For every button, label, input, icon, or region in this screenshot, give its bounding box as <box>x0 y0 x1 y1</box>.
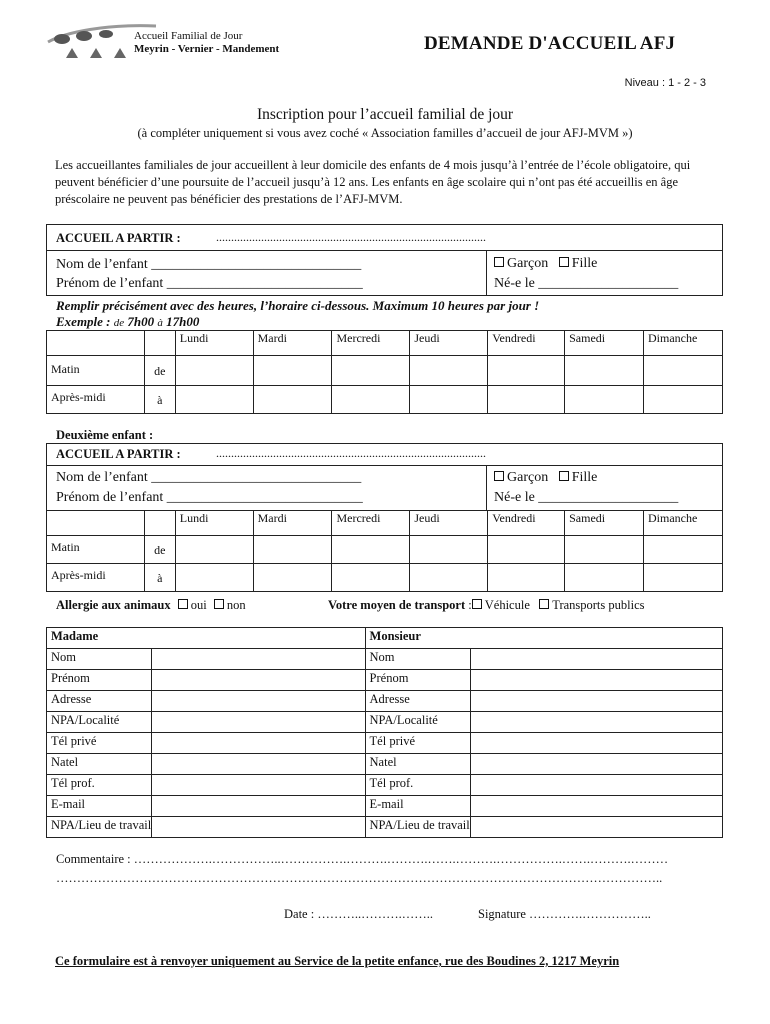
niveau-label: Niveau : 1 - 2 - 3 <box>624 77 706 89</box>
cell-input[interactable] <box>175 356 253 386</box>
child1-gender <box>494 256 597 272</box>
madame-tel-prof-input[interactable] <box>152 775 365 796</box>
allergy-non-checkbox[interactable] <box>214 599 224 609</box>
monsieur-tel-prive-label: Tél privé <box>365 733 470 754</box>
row-matin-de: de <box>144 356 175 386</box>
cell-input[interactable] <box>253 386 332 414</box>
madame-tel-prof-label: Tél prof. <box>47 775 152 796</box>
monsieur-prenom-label: Prénom <box>365 670 470 691</box>
child2-fille-label: Fille <box>571 470 598 485</box>
monsieur-tel-prof-input[interactable] <box>470 775 722 796</box>
cell-input[interactable] <box>488 564 565 592</box>
child2-accueil-date[interactable]: .......................................................................................... <box>216 446 486 460</box>
vehicule-checkbox[interactable] <box>472 599 482 609</box>
madame-natel-input[interactable] <box>152 754 365 775</box>
monsieur-prenom-input[interactable] <box>470 670 722 691</box>
cell-input[interactable] <box>565 356 644 386</box>
madame-lieu-travail-label: NPA/Lieu de travail <box>47 817 152 838</box>
cell-input[interactable] <box>332 356 410 386</box>
cell-input[interactable] <box>175 564 253 592</box>
document-title: DEMANDE D'ACCUEIL AFJ <box>424 33 676 54</box>
cell-input[interactable] <box>175 386 253 414</box>
madame-prenom-input[interactable] <box>152 670 365 691</box>
allergy-oui-checkbox[interactable] <box>178 599 188 609</box>
row-apres-midi: Après-midi <box>47 564 145 592</box>
monsieur-header: Monsieur <box>365 628 722 649</box>
monsieur-natel-input[interactable] <box>470 754 722 775</box>
cell-input[interactable] <box>410 564 488 592</box>
organization-name <box>134 30 279 56</box>
madame-adresse-input[interactable] <box>152 691 365 712</box>
madame-header: Madame <box>47 628 366 649</box>
child2-gender <box>494 470 597 486</box>
allergy-non-label: non <box>226 598 246 612</box>
monsieur-natel-label: Natel <box>365 754 470 775</box>
day-dimanche: Dimanche <box>644 331 723 356</box>
monsieur-nom-label: Nom <box>365 649 470 670</box>
madame-tel-prive-label: Tél privé <box>47 733 152 754</box>
child1-prenom-field[interactable]: Prénom de l’enfant ____________________________ <box>56 276 363 291</box>
org-line-2: Meyrin - Vernier - Mandement <box>134 43 280 55</box>
day-lundi: Lundi <box>175 511 253 536</box>
cell-input[interactable] <box>644 386 723 414</box>
day-vendredi: Vendredi <box>488 331 565 356</box>
signature-field[interactable]: Signature ………….…………….. <box>478 907 651 921</box>
org-line-1: Accueil Familial de Jour <box>134 30 243 42</box>
cell-input[interactable] <box>253 356 332 386</box>
madame-lieu-travail-input[interactable] <box>152 817 365 838</box>
monsieur-email-label: E-mail <box>365 796 470 817</box>
form-subtitle: Inscription pour l’accueil familial de jour <box>256 106 514 123</box>
day-dimanche: Dimanche <box>644 511 723 536</box>
cell-input[interactable] <box>410 356 488 386</box>
transports-publics-checkbox[interactable] <box>539 599 549 609</box>
day-jeudi: Jeudi <box>410 511 488 536</box>
child1-garcon-label: Garçon <box>507 256 549 271</box>
child2-prenom-field[interactable]: Prénom de l’enfant ____________________________ <box>56 490 363 505</box>
madame-npa-input[interactable] <box>152 712 365 733</box>
monsieur-npa-input[interactable] <box>470 712 722 733</box>
cell-input[interactable] <box>488 386 565 414</box>
child2-garcon-checkbox[interactable] <box>494 471 504 481</box>
cell-input[interactable] <box>488 536 565 564</box>
child2-garcon-label: Garçon <box>507 470 549 485</box>
footer-notice: Ce formulaire est à renvoyer uniquement au Service de la petite enfance, rue des Boudines 2, 1217 Meyrin <box>55 954 620 968</box>
row-matin: Matin <box>47 356 145 386</box>
allergy-label: Allergie aux animaux <box>56 598 171 612</box>
day-vendredi: Vendredi <box>488 511 565 536</box>
cell-input[interactable] <box>253 536 332 564</box>
monsieur-npa-label: NPA/Localité <box>365 712 470 733</box>
child1-garcon-checkbox[interactable] <box>494 257 504 267</box>
child1-fille-checkbox[interactable] <box>559 257 569 267</box>
child1-fille-label: Fille <box>571 256 598 271</box>
cell-input[interactable] <box>332 564 410 592</box>
commentaire-line2[interactable]: ……………………………………………………………………………………………………………………………….. <box>56 871 663 885</box>
instructions-line1: Remplir précisément avec des heures, l’horaire ci-dessous. Maximum 10 heures par jour ! <box>56 298 540 313</box>
monsieur-tel-prive-input[interactable] <box>470 733 722 754</box>
child1-accueil-label: ACCUEIL A PARTIR : <box>56 231 181 245</box>
cell-input[interactable] <box>644 564 723 592</box>
madame-npa-label: NPA/Localité <box>47 712 152 733</box>
day-mardi: Mardi <box>253 511 332 536</box>
cell-input[interactable] <box>410 386 488 414</box>
madame-natel-label: Natel <box>47 754 152 775</box>
example-to: 17h00 <box>166 314 200 329</box>
schedule-table-1 <box>46 330 723 414</box>
monsieur-adresse-label: Adresse <box>365 691 470 712</box>
madame-nom-input[interactable] <box>152 649 365 670</box>
madame-tel-prive-input[interactable] <box>152 733 365 754</box>
date-field[interactable]: Date : ………..……….…….. <box>284 907 433 921</box>
allergy-oui-label: oui <box>190 598 207 612</box>
transport-label: Votre moyen de transport <box>328 598 466 612</box>
example-from: 7h00 <box>127 314 155 329</box>
monsieur-adresse-input[interactable] <box>470 691 722 712</box>
transports-publics-label: Transports publics <box>552 598 645 612</box>
day-samedi: Samedi <box>565 511 644 536</box>
child2-heading: Deuxième enfant : <box>56 428 154 442</box>
cell-input[interactable] <box>332 536 410 564</box>
day-samedi: Samedi <box>565 331 644 356</box>
transport-colon: : <box>468 598 472 612</box>
child2-fille-checkbox[interactable] <box>559 471 569 481</box>
allergy-row <box>56 598 246 613</box>
child2-accueil-label: ACCUEIL A PARTIR : <box>56 447 181 461</box>
transport-row <box>328 598 645 613</box>
row-apres-midi-a: à <box>144 564 175 592</box>
child2-birthdate-field[interactable]: Né-e le ____________________ <box>494 490 679 505</box>
day-lundi: Lundi <box>175 331 253 356</box>
schedule-table-2 <box>46 510 723 592</box>
day-mercredi: Mercredi <box>332 511 410 536</box>
madame-email-input[interactable] <box>152 796 365 817</box>
monsieur-tel-prof-label: Tél prof. <box>365 775 470 796</box>
day-mardi: Mardi <box>253 331 332 356</box>
row-matin: Matin <box>47 536 145 564</box>
intro-paragraph: Les accueillantes familiales de jour accueillent à leur domicile des enfants de 4 mois jusqu’à l’entrée de l’école obligatoire, qui peuvent bénéficier d’une poursuite de l’accueil jusqu’à 12 ans. Les enfants en âge scolaire qui n’ont pas été accueillis en âge préscolaire ne peuvent pas bénéficier des prestations de l’AFJ-MVM. <box>55 158 691 206</box>
vehicule-label: Véhicule <box>484 598 530 612</box>
monsieur-lieu-travail-label: NPA/Lieu de travail <box>365 817 470 838</box>
day-mercredi: Mercredi <box>332 331 410 356</box>
commentaire-field[interactable]: Commentaire : ……………….……………..…………….……….……….…….……….…………….…….……….……… <box>56 852 669 866</box>
instructions-example <box>56 314 199 330</box>
day-jeudi: Jeudi <box>410 331 488 356</box>
monsieur-email-input[interactable] <box>470 796 722 817</box>
cell-input[interactable] <box>488 356 565 386</box>
example-prefix: Exemple : <box>56 314 111 329</box>
madame-adresse-label: Adresse <box>47 691 152 712</box>
madame-email-label: E-mail <box>47 796 152 817</box>
cell-input[interactable] <box>565 564 644 592</box>
monsieur-nom-input[interactable] <box>470 649 722 670</box>
cell-input[interactable] <box>565 536 644 564</box>
child1-accueil-date[interactable]: .......................................................................................... <box>216 230 486 244</box>
cell-input[interactable] <box>644 356 723 386</box>
madame-prenom-label: Prénom <box>47 670 152 691</box>
row-apres-midi-a: à <box>144 386 175 414</box>
cell-input[interactable] <box>175 536 253 564</box>
cell-input[interactable] <box>410 536 488 564</box>
example-a: à <box>157 317 163 329</box>
child1-nom-field[interactable]: Nom de l’enfant ______________________________ <box>56 257 362 272</box>
monsieur-lieu-travail-input[interactable] <box>470 817 722 838</box>
child1-birthdate-field[interactable]: Né-e le ____________________ <box>494 276 679 291</box>
cell-input[interactable] <box>565 386 644 414</box>
row-matin-de: de <box>144 536 175 564</box>
row-apres-midi: Après-midi <box>47 386 145 414</box>
cell-input[interactable] <box>253 564 332 592</box>
cell-input[interactable] <box>644 536 723 564</box>
example-de: de <box>113 317 125 329</box>
form-subnote: (à compléter uniquement si vous avez coché « Association familles d’accueil de jour AFJ-MVM ») <box>137 126 633 140</box>
parents-table <box>46 627 723 838</box>
cell-input[interactable] <box>332 386 410 414</box>
madame-nom-label: Nom <box>47 649 152 670</box>
child2-nom-field[interactable]: Nom de l’enfant ______________________________ <box>56 470 362 485</box>
